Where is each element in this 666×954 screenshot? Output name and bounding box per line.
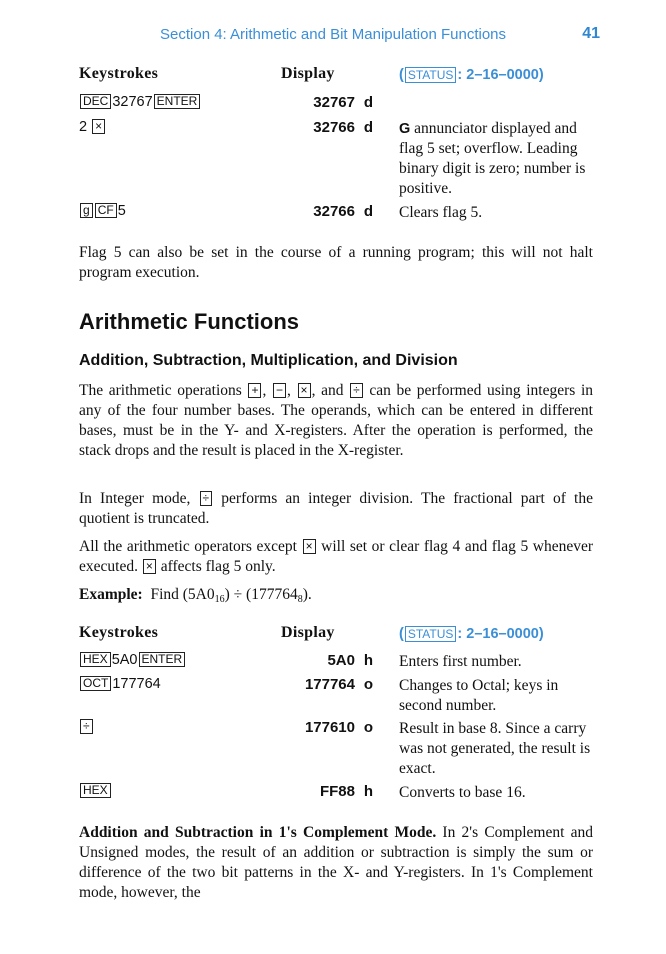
- running-header: [160, 26, 600, 43]
- enter-key: ENTER: [154, 94, 201, 109]
- table1-row: [79, 203, 599, 223]
- paragraph-flags: All the arithmetic operators except × will set or clear flag 4 and flag 5 whenever executed. × affects flag 5 only.: [79, 538, 594, 575]
- table2-display-heading: Display: [281, 624, 335, 641]
- cf-key: CF: [95, 203, 117, 218]
- hex-key: HEX: [80, 783, 111, 798]
- keystroke-cell: [79, 783, 112, 799]
- table2-row: [79, 719, 599, 779]
- display-cell: 32766 d: [313, 203, 373, 220]
- example-label: Example:: [79, 586, 143, 603]
- table2-row: [79, 783, 599, 803]
- g-key: g: [80, 203, 93, 218]
- keystroke-cell: g CF 5: [79, 203, 126, 219]
- keystroke-cell: HEX 5A0 ENTER: [79, 652, 186, 668]
- comment-cell: Enters first number.: [399, 653, 522, 670]
- divide-key: ÷: [200, 491, 213, 506]
- section-heading: Arithmetic Functions: [79, 309, 300, 334]
- plus-key: +: [248, 383, 261, 398]
- example-line: Example: Find $(5A0_{16}) \div (177764_8)$.: [79, 586, 312, 605]
- table1-row: [79, 119, 599, 199]
- hex-key: HEX: [80, 652, 111, 667]
- paragraph-integer-mode: In Integer mode, ÷ performs an integer division. The fractional part of the quotient is truncated.: [79, 490, 593, 527]
- keystroke-cell: [79, 719, 94, 735]
- comment-cell: G annunciator displayed and flag 5 set; overflow. Leading binary digit is zero; number is positive.: [399, 120, 586, 197]
- multiply-key: ×: [298, 383, 311, 398]
- multiply-key: ×: [92, 119, 105, 134]
- paragraph-operations: The arithmetic operations + , − , × , and ÷ can be performed using integers in any of the four number bases. The operands, which can be entered in different bases, must be in the Y- and X-registers. After the operation is performed, the stack drops and the result is placed in the X-register.: [79, 382, 594, 459]
- oct-key: OCT: [80, 676, 111, 691]
- table2-keystrokes-heading: Keystrokes: [79, 624, 159, 641]
- table2-row: [79, 652, 599, 672]
- page-number: 41: [582, 25, 600, 42]
- keystroke-cell: DEC 32767 ENTER: [79, 94, 201, 110]
- dec-key: DEC: [80, 94, 111, 109]
- divide-key: ÷: [350, 383, 363, 398]
- display-cell: 32766 d: [313, 119, 373, 136]
- status-key: STATUS: [405, 67, 457, 83]
- enter-key: ENTER: [139, 652, 186, 667]
- status-key: STATUS: [405, 626, 457, 642]
- table2-row: [79, 676, 599, 716]
- subheading: Addition, Subtraction, Multiplication, and Division: [79, 352, 458, 369]
- table2-status: ( STATUS : 2–16–0000): [399, 626, 544, 642]
- keystroke-cell: 2 ×: [79, 119, 106, 135]
- paragraph-flag5: Flag 5 can also be set in the course of a running program; this will not halt program execution.: [79, 244, 593, 281]
- divide-key: ÷: [80, 719, 93, 734]
- comment-cell: Converts to base 16.: [399, 784, 526, 801]
- keystroke-cell: OCT 177764: [79, 676, 161, 692]
- table1-row: [79, 94, 599, 114]
- table1-status: ( STATUS : 2–16–0000): [399, 67, 544, 83]
- section-title: Section 4: Arithmetic and Bit Manipulation Functions: [160, 26, 507, 43]
- display-cell: 177610 o: [304, 719, 373, 736]
- display-cell: FF88 h: [319, 783, 373, 800]
- paragraph-ones-complement: Addition and Subtraction in 1's Complement Mode. In 2's Complement and Unsigned modes, the result of an addition or subtraction is simply the sum or difference of the two bit patterns in the X- and Y-registers. In 1's Complement mode, however, the: [79, 824, 593, 901]
- table1-display-heading: Display: [281, 65, 335, 82]
- comment-cell: Clears flag 5.: [399, 204, 483, 221]
- display-cell: 32767 d: [313, 94, 373, 111]
- multiply-key: ×: [303, 539, 316, 554]
- display-cell: 5A0 h: [327, 652, 373, 669]
- comment-cell: Changes to Octal; keys in second number.: [399, 677, 559, 714]
- display-cell: 177764 o: [304, 676, 373, 693]
- table1-keystrokes-heading: Keystrokes: [79, 65, 159, 82]
- paragraph-heading: Addition and Subtraction in 1's Complement Mode.: [79, 824, 437, 841]
- comment-cell: Result in base 8. Since a carry was not generated, the result is exact.: [399, 720, 591, 777]
- minus-key: −: [273, 383, 286, 398]
- multiply-key: ×: [143, 559, 156, 574]
